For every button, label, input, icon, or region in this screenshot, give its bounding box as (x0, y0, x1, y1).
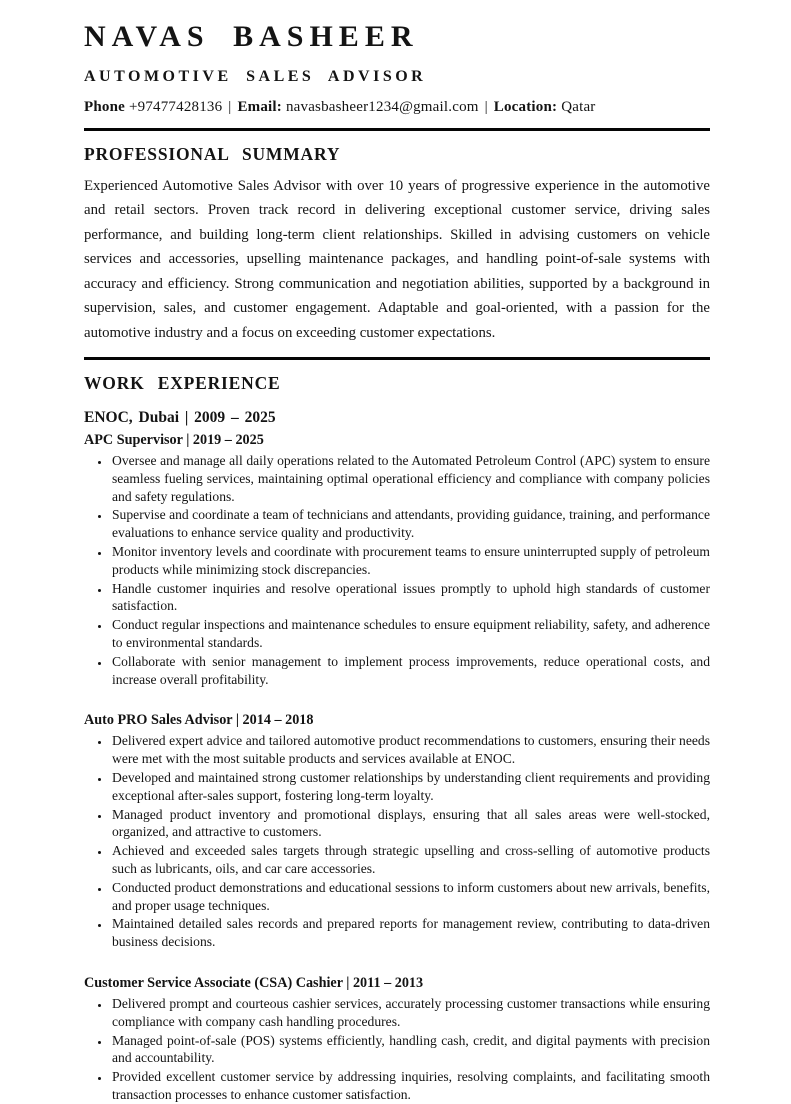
divider (84, 128, 710, 131)
role-bullet-list (84, 452, 710, 688)
phone-value: +97477428136 (128, 98, 223, 115)
email-label: Email: (237, 98, 282, 115)
role-heading: Customer Service Associate (CSA) Cashier | 2011 – 2013 (84, 974, 424, 991)
section-heading-work-experience: WORK EXPERIENCE (84, 373, 281, 393)
contact-separator: | (228, 98, 232, 115)
location-value: Qatar (561, 98, 596, 115)
phone-label: Phone (84, 98, 126, 115)
bullet-item: • Supervise and coordinate a team of technicians and attendants, providing guidance, training, and performance evaluations to enhance service quality and productivity. (110, 506, 710, 542)
location-label: Location: (493, 98, 558, 115)
role-bullet-list (84, 732, 710, 951)
bullet-item: • Oversee and manage all daily operations related to the Automated Petroleum Control (APC) system to ensure seamless fueling services, maintaining optimal operational efficiency and compliance with company policies and safety regulations. (110, 452, 710, 505)
summary-paragraph: Experienced Automotive Sales Advisor with over 10 years of progressive experience in the automotive and retail sectors. Proven track record in delivering exceptional customer service, driving sales performance, and building long-term client relationships. Skilled in advising customers on vehicle services and accessories, upselling maintenance packages, and handling point-of-sale systems with accuracy and efficiency. Strong communication and negotiation abilities, supported by a background in supervision, sales, and customer engagement. Adaptable and goal-oriented, with a passion for the automotive industry and a focus on exceeding customer expectations. (84, 177, 710, 341)
bullet-item: • Collaborate with senior management to implement process improvements, reduce operational costs, and increase overall profitability. (110, 653, 710, 689)
bullet-item: • Managed product inventory and promotional displays, ensuring that all sales areas were well-stocked, organized, and attractive to customers. (110, 806, 710, 842)
email-value: navasbasheer1234@gmail.com (285, 98, 479, 115)
bullet-item: • Monitor inventory levels and coordinate with procurement teams to ensure uninterrupted supply of petroleum products while minimizing stock discrepancies. (110, 543, 710, 579)
bullet-item: • Conduct regular inspections and maintenance schedules to ensure equipment reliability, safety, and adherence to environmental standards. (110, 616, 710, 652)
role-csa-cashier (84, 975, 710, 1104)
company-heading: ENOC, Dubai | 2009 – 2025 (84, 409, 276, 426)
bullet-item: • Developed and maintained strong customer relationships by understanding client requirements and providing exceptional after-sales support, fostering long-term loyalty. (110, 769, 710, 805)
contact-separator: | (484, 98, 488, 115)
bullet-item: • Maintained detailed sales records and prepared reports for management review, contributing to data-driven business decisions. (110, 915, 710, 951)
role-heading: APC Supervisor | 2019 – 2025 (84, 432, 264, 448)
contact-line (84, 99, 710, 116)
divider (84, 357, 710, 360)
role-bullet-list (84, 995, 710, 1104)
role-heading: Auto PRO Sales Advisor | 2014 – 2018 (84, 712, 314, 729)
bullet-item: • Provided excellent customer service by addressing inquiries, resolving complaints, and facilitating smooth transaction processes to enhance customer satisfaction. (110, 1068, 710, 1104)
bullet-item: • Achieved and exceeded sales targets through strategic upselling and cross-selling of automotive products such as lubricants, oils, and car care accessories. (110, 842, 710, 878)
bullet-item: • Conducted product demonstrations and educational sessions to inform customers about new arrivals, benefits, and proper usage techniques. (110, 879, 710, 915)
candidate-title: AUTOMOTIVE SALES ADVISOR (84, 67, 427, 85)
bullet-item: • Delivered expert advice and tailored automotive product recommendations to customers, ensuring their needs were met with the most suitable products and services available at ENOC. (110, 732, 710, 768)
bullet-item: • Delivered prompt and courteous cashier services, accurately processing customer transactions while ensuring compliance with company cash handling procedures. (110, 995, 710, 1031)
bullet-item: • Managed point-of-sale (POS) systems efficiently, handling cash, credit, and digital payments with precision and accountability. (110, 1032, 710, 1068)
section-heading-professional-summary: PROFESSIONAL SUMMARY (84, 143, 341, 164)
role-auto-pro-sales-advisor (84, 712, 710, 951)
bullet-item: • Handle customer inquiries and resolve operational issues promptly to uphold high standards of customer satisfaction. (110, 580, 710, 616)
role-apc-supervisor (84, 432, 710, 688)
candidate-name: NAVAS BASHEER (84, 20, 419, 53)
